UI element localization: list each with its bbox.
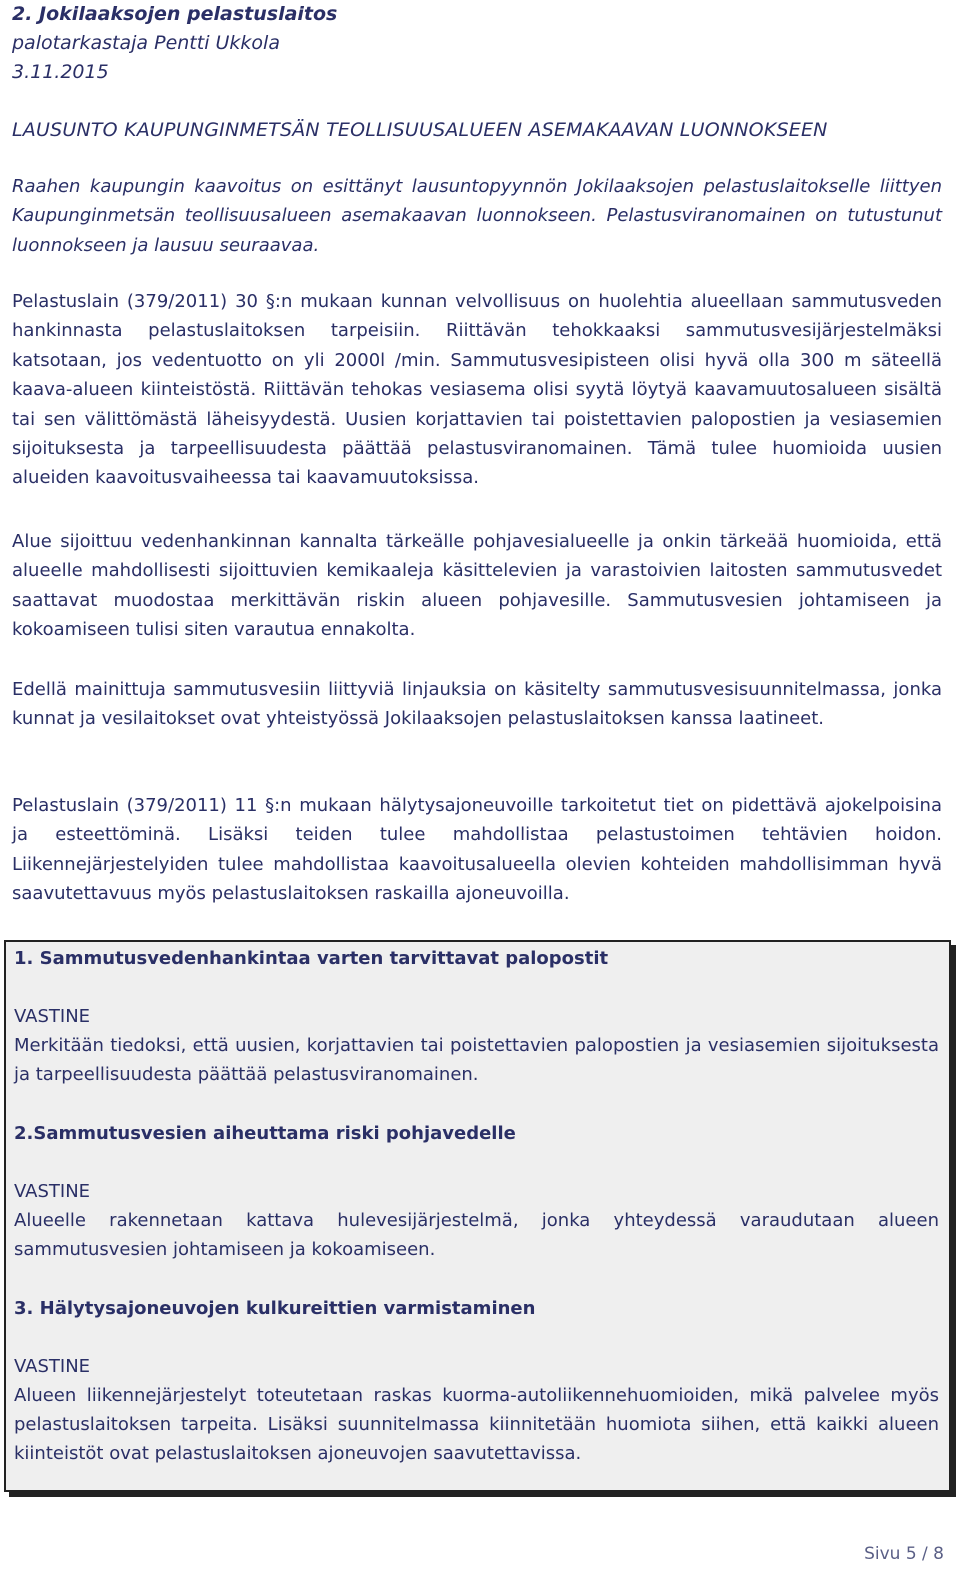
response-section-title: 3. Hälytysajoneuvojen kulkureittien varmistaminen [14,1297,536,1319]
response-section-title: 1. Sammutusvedenhankintaa varten tarvittavat palopostit [14,948,609,969]
response-label: VASTINE [14,1006,91,1027]
response-box [4,940,951,1492]
header-organization: 2. Jokilaaksojen pelastuslaitos [12,3,338,25]
page-number: Sivu 5 / 8 [864,1544,944,1564]
document-title: LAUSUNTO KAUPUNGINMETSÄN TEOLLISUUSALUEEN ASEMAKAAVAN LUONNOKSEEN [12,119,828,141]
header-author: palotarkastaja Pentti Ukkola [12,32,280,54]
response-text: Merkitään tiedoksi, että uusien, korjattavien tai poistettavien palopostien ja vesiasemien sijoituksesta ja tarpeellisuudesta päättää pelastusviranomainen. [14,1035,939,1086]
response-section [14,1119,939,1265]
groundwater-paragraph: Alue sijoittuu vedenhankinnan kannalta tärkeälle pohjavesialueelle ja onkin tärkeää huomioida, että alueelle mahdollisesti sijoittuvien kemikaaleja käsittelevien ja varastoivien laitosten sammutusvedet saattavat muodostaa merkittävän riskin alueen pohjavesille. Sammutusvesien johtamiseen ja kokoamiseen tulisi siten varautua ennakolta. [12,531,942,641]
response-section-title: 2.Sammutusvesien aiheuttama riski pohjavedelle [14,1122,516,1144]
response-section [14,944,939,1090]
law-30-paragraph: Pelastuslain (379/2011) 30 §:n mukaan kunnan velvollisuus on huolehtia alueellaan sammutusveden hankinnasta pelastuslaitoksen tarpeisiin. Riittävän tehokkaaksi sammutusvesijärjestelmäksi katsotaan, jos vedentuotto on yli 2000l /min. Sammutusvesipisteen olisi hyvä olla 300 m säteellä kaava-alueen kiinteistöstä. Riittävän tehokas vesiasema olisi syytä löytyä kaavamuutosalueen sisältä tai sen välittömästä läheisyydestä. Uusien korjattavien tai poistettavien palopostien ja vesiasemien sijoituksesta ja tarpeellisuudesta päättää pelastusviranomainen. Tämä tulee huomioida uusien alueiden kaavoitusvaiheessa tai kaavamuutoksissa. [12,291,942,489]
response-text: Alueen liikennejärjestelyt toteutetaan raskas kuorma-autoliikennehuomioiden, mikä palvelee myös pelastuslaitoksen tarpeita. Lisäksi suunnitelmassa kiinnitetään huomiota siihen, että kaikki alueen kiinteistöt ovat pelastuslaitoksen ajoneuvojen saavutettavissa. [14,1384,939,1465]
response-section [14,1294,939,1469]
response-label: VASTINE [14,1355,91,1377]
law-11-paragraph: Pelastuslain (379/2011) 11 §:n mukaan hälytysajoneuvoille tarkoitetut tiet on pidettävä ajokelpoisina ja esteettöminä. Lisäksi teiden tulee mahdollistaa pelastustoimen tehtävien hoidon. Liikennejärjestelyiden tulee mahdollistaa kaavoitusalueella olevien kohteiden mahdollisimman hyvä saavutettavuus myös pelastuslaitoksen raskailla ajoneuvoilla. [12,795,942,905]
response-label: VASTINE [14,1180,91,1202]
response-text: Alueelle rakennetaan kattava hulevesijärjestelmä, jonka yhteydessä varaudutaan alueen sammutusvesien johtamiseen ja kokoamiseen. [14,1209,939,1261]
header-date: 3.11.2015 [12,61,109,83]
intro-paragraph: Raahen kaupungin kaavoitus on esittänyt lausuntopyynnön Jokilaaksojen pelastuslaitokselle liittyen Kaupunginmetsän teollisuusalueen asemakaavan luonnokseen. Pelastusviranomainen on tutustunut luonnokseen ja lausuu seuraavaa. [12,176,942,256]
response-box-content [14,944,939,1498]
water-plan-paragraph: Edellä mainittuja sammutusvesiin liittyviä linjauksia on käsitelty sammutusvesisuunnitelmassa, jonka kunnat ja vesilaitokset ovat yhteistyössä Jokilaaksojen pelastuslaitoksen kanssa laatineet. [12,679,942,730]
